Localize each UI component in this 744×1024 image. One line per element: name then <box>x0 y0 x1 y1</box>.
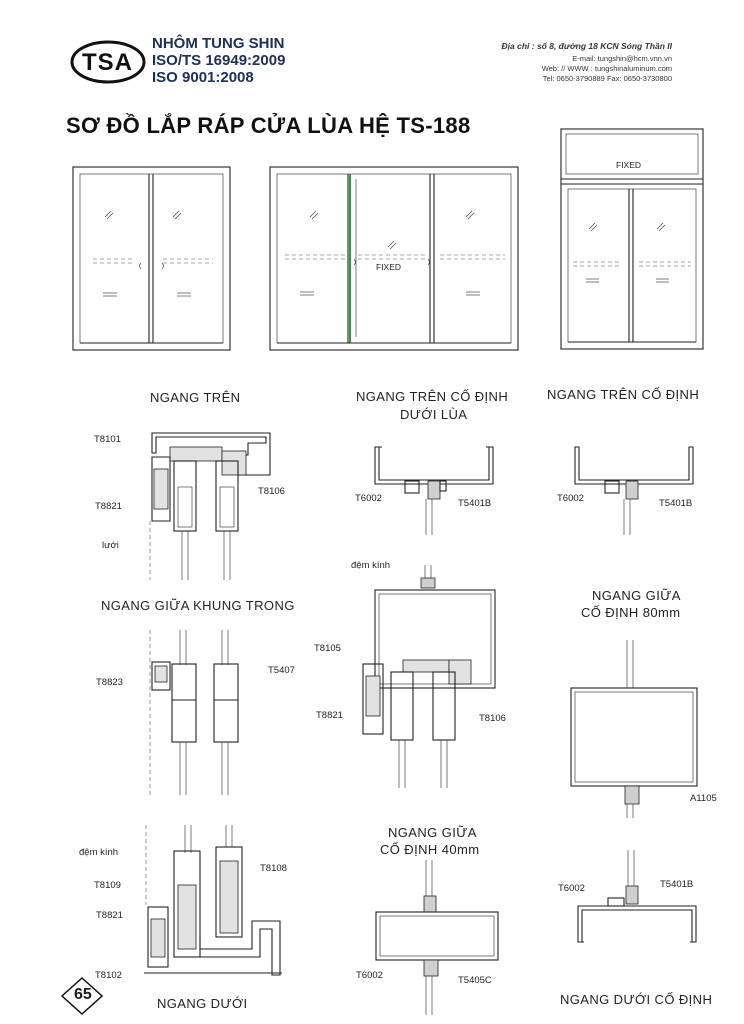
code-t8106-a: T8106 <box>258 486 285 497</box>
title-ngang-duoi-co-dinh: NGANG DƯỚI CỐ ĐỊNH <box>560 992 713 1007</box>
elevation-two-panel <box>73 167 233 352</box>
code-dem-kinh-a: đệm kính <box>351 560 391 571</box>
title-ngang-tren-co-dinh: NGANG TRÊN CỐ ĐỊNH <box>547 387 700 402</box>
code-t8823: T8823 <box>96 677 123 688</box>
code-t6002-d: T6002 <box>558 883 585 894</box>
logo-text: TSA <box>82 49 133 76</box>
phone-fax: Tel: 0650-3790889 Fax: 0650-3730800 <box>542 74 672 83</box>
code-t5401b-c: T5401B <box>660 879 694 890</box>
section-ngang-duoi-co-dinh <box>570 850 710 960</box>
section-ngang-tren-lua-t8105 <box>355 560 505 790</box>
iso-ts-cert: ISO/TS 16949:2009 <box>152 52 286 69</box>
title-ngang-giua-80-2: CỐ ĐỊNH 80mm <box>581 605 681 620</box>
title-ngang-giua-khung-trong: NGANG GIỮA KHUNG TRONG <box>101 598 295 613</box>
title-ngang-duoi: NGANG DƯỚI <box>157 996 248 1011</box>
section-ngang-tren-co-dinh-duoi-lua <box>370 437 500 537</box>
code-t5401b-a: T5401B <box>458 498 492 509</box>
section-ngang-giua-80 <box>565 640 705 820</box>
code-t8821-b: T8821 <box>316 710 343 721</box>
code-t8106-b: T8106 <box>479 713 506 724</box>
page-title: SƠ ĐỒ LẮP RÁP CỬA LÙA HỆ TS-188 <box>66 113 471 138</box>
section-ngang-giua-khung-trong <box>138 630 288 800</box>
code-t5405c: T5405C <box>458 975 492 986</box>
company-name: NHÔM TUNG SHIN <box>152 35 285 52</box>
iso-9001-cert: ISO 9001:2008 <box>152 69 254 86</box>
section-ngang-duoi <box>140 825 320 985</box>
section-ngang-tren-co-dinh <box>570 437 700 537</box>
title-ngang-tren-co-dinh-duoi-lua-2: DƯỚI LÙA <box>400 407 468 422</box>
code-t6002-b: T6002 <box>557 493 584 504</box>
code-t8105: T8105 <box>314 643 341 654</box>
code-t5401b-b: T5401B <box>659 498 693 509</box>
label-fixed-center: FIXED <box>376 262 402 272</box>
elevation-three-panel <box>270 167 520 352</box>
title-ngang-tren: NGANG TRÊN <box>150 390 241 405</box>
label-fixed-top: FIXED <box>616 160 642 170</box>
page-number: 65 <box>74 986 92 1003</box>
address: Địa chỉ : số 8, đường 18 KCN Sóng Thần II <box>501 41 672 51</box>
code-luoi: lưới <box>102 540 119 551</box>
code-t5407: T5407 <box>268 665 295 676</box>
code-a1105: A1105 <box>690 793 717 804</box>
code-t8102: T8102 <box>95 970 122 981</box>
code-t8821-a: T8821 <box>95 501 122 512</box>
code-t8108: T8108 <box>260 863 287 874</box>
code-t8109: T8109 <box>94 880 121 891</box>
section-ngang-tren <box>138 425 278 585</box>
code-t6002-a: T6002 <box>355 493 382 504</box>
code-t8821-c: T8821 <box>96 910 123 921</box>
code-dem-kinh-b: đệm kính <box>79 847 119 858</box>
email: E-mail: tungshin@hcm.vnn.vn <box>572 54 672 63</box>
website: Web: // WWW : tungshinaluminum.com <box>541 64 672 73</box>
section-ngang-giua-40 <box>370 860 510 1020</box>
code-t8101: T8101 <box>94 434 121 445</box>
code-t6002-c: T6002 <box>356 970 383 981</box>
title-ngang-giua-40-2: CỐ ĐỊNH 40mm <box>380 842 480 857</box>
title-ngang-tren-co-dinh-duoi-lua-1: NGANG TRÊN CỐ ĐỊNH <box>356 389 509 404</box>
title-ngang-giua-40-1: NGANG GIỮA <box>388 825 477 840</box>
title-ngang-giua-80-1: NGANG GIỮA <box>592 588 681 603</box>
